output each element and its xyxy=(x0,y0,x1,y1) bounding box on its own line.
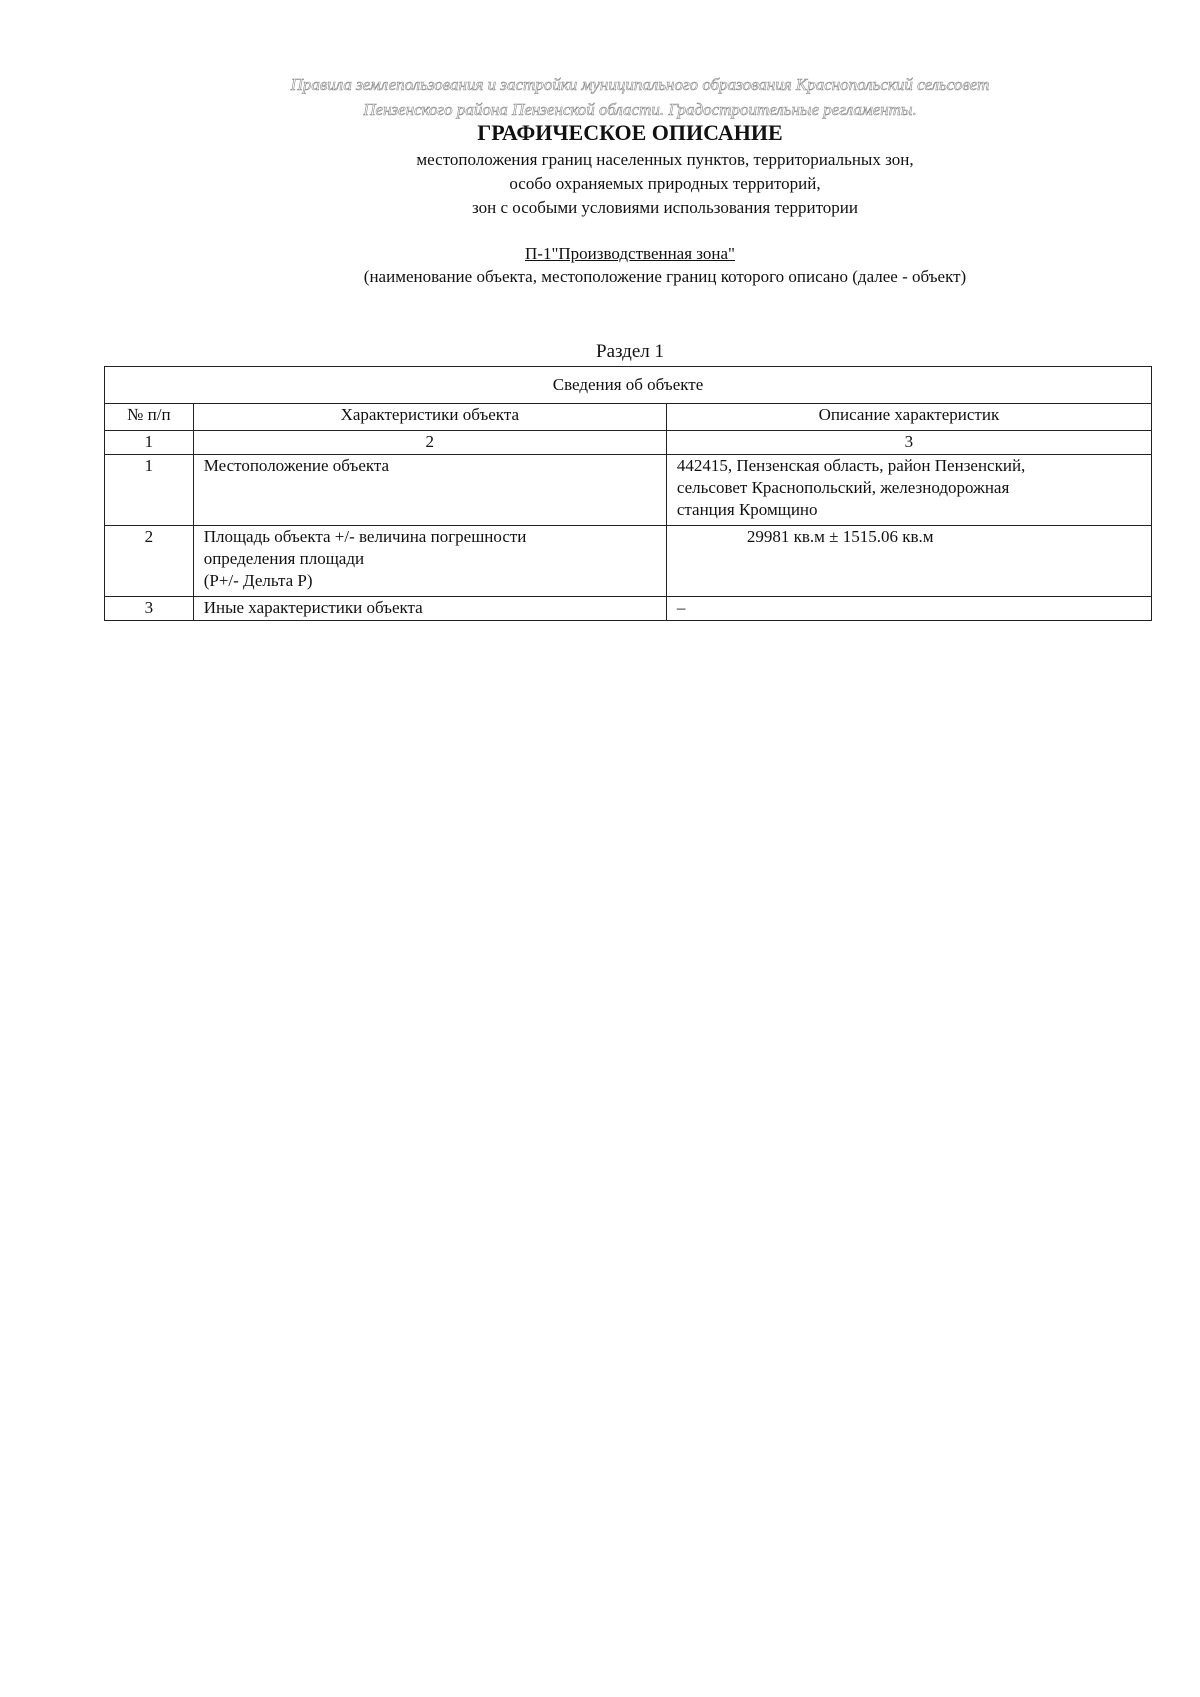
row-number: 2 xyxy=(105,526,194,597)
subtitle-line-1: местоположения границ населенных пунктов, территориальных зон, xyxy=(416,150,914,169)
row-description xyxy=(666,597,1151,621)
table-column-numbers-row xyxy=(105,431,1152,455)
column-number-1: 1 xyxy=(105,431,194,455)
table-row xyxy=(105,455,1152,526)
description-line: – xyxy=(676,598,686,617)
row-characteristic xyxy=(193,597,666,621)
characteristic-line: определения площади xyxy=(203,549,365,568)
header-description: Описание характеристик xyxy=(666,404,1151,431)
subtitle-line-2: особо охраняемых природных территорий, xyxy=(509,174,821,193)
row-number: 1 xyxy=(105,455,194,526)
running-header-line-1: Правила землепользования и застройки муниципального образования Краснопольский сельсовет xyxy=(290,75,990,94)
running-header xyxy=(200,72,1080,122)
object-name xyxy=(0,243,1200,265)
row-description xyxy=(666,455,1151,526)
row-characteristic xyxy=(193,455,666,526)
table-row xyxy=(105,526,1152,597)
column-number-3: 3 xyxy=(666,431,1151,455)
characteristic-line: (P+/- Дельта P) xyxy=(203,571,313,590)
row-description xyxy=(666,526,1151,597)
document-title: ГРАФИЧЕСКОЕ ОПИСАНИЕ xyxy=(477,120,783,145)
table-header-row xyxy=(105,404,1152,431)
area-value: 29981 кв.м ± 1515.06 кв.м xyxy=(746,527,934,546)
table-row xyxy=(105,597,1152,621)
document-subtitle xyxy=(0,148,1200,220)
section-title: Раздел 1 xyxy=(596,341,664,362)
description-line: 442415, Пензенская область, район Пензенский, xyxy=(676,456,1026,475)
subtitle-line-3: зон с особыми условиями использования территории xyxy=(472,198,858,217)
characteristic-line: Площадь объекта +/- величина погрешности xyxy=(203,527,527,546)
header-characteristic: Характеристики объекта xyxy=(193,404,666,431)
header-number: № п/п xyxy=(105,404,194,431)
row-number: 3 xyxy=(105,597,194,621)
running-header-line-2: Пензенского района Пензенской области. Градостроительные регламенты. xyxy=(363,100,917,119)
table-caption: Сведения об объекте xyxy=(105,367,1152,404)
characteristic-line: Местоположение объекта xyxy=(203,456,390,475)
characteristic-line: Иные характеристики объекта xyxy=(203,598,423,617)
column-number-2: 2 xyxy=(193,431,666,455)
description-line: станция Кромщино xyxy=(676,500,818,519)
table-caption-row xyxy=(105,367,1152,404)
description-line: сельсовет Краснопольский, железнодорожная xyxy=(676,478,1010,497)
object-name-text: П-1"Производственная зона" xyxy=(525,244,735,263)
object-info-table xyxy=(104,366,1152,621)
object-caption: (наименование объекта, местоположение границ которого описано (далее - объект) xyxy=(363,267,967,286)
row-characteristic xyxy=(193,526,666,597)
